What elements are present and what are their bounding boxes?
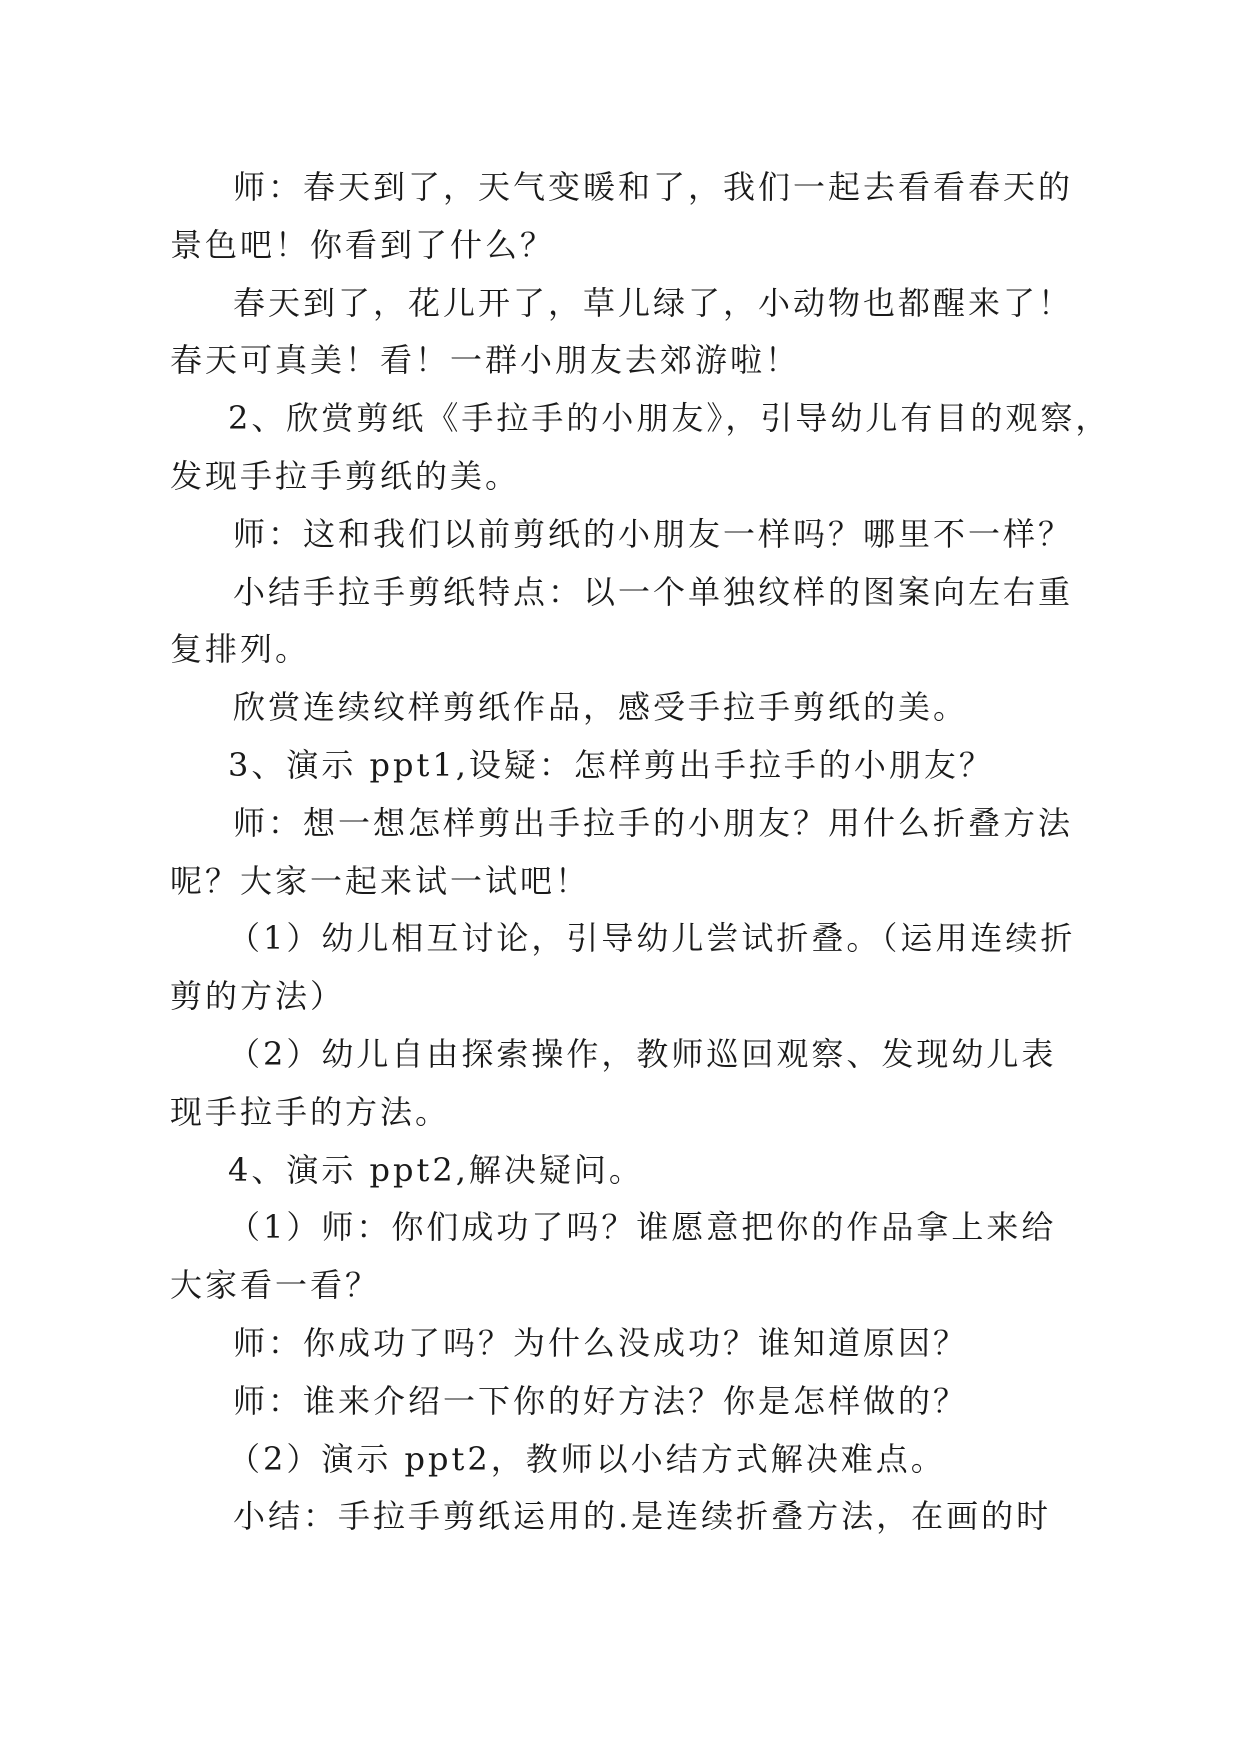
text-line: （2）演示 ppt2，教师以小结方式解决难点。 bbox=[228, 1440, 946, 1478]
text-line: 4、演示 ppt2,解决疑问。 bbox=[228, 1151, 644, 1189]
text-line: 大家看一看？ bbox=[170, 1266, 381, 1304]
text-line: 3、演示 ppt1,设疑：怎样剪出手拉手的小朋友？ bbox=[228, 746, 994, 784]
text-line: 师：春天到了，天气变暖和了，我们一起去看看春天的 bbox=[233, 168, 1074, 206]
text-line: （1）幼儿相互讨论，引导幼儿尝试折叠。（运用连续折 bbox=[228, 919, 1076, 957]
text-line: 春天可真美！看！一群小朋友去郊游啦！ bbox=[170, 341, 801, 379]
text-line: 小结：手拉手剪纸运用的.是连续折叠方法，在画的时 bbox=[233, 1497, 1052, 1535]
text-line: （1）师：你们成功了吗？谁愿意把你的作品拿上来给 bbox=[228, 1208, 1057, 1246]
text-line: （2）幼儿自由探索操作，教师巡回观察、发现幼儿表 bbox=[228, 1035, 1057, 1073]
text-line: 师：你成功了吗？为什么没成功？谁知道原因？ bbox=[233, 1324, 969, 1362]
text-line: 欣赏连续纹样剪纸作品，感受手拉手剪纸的美。 bbox=[233, 688, 969, 726]
text-line: 师：这和我们以前剪纸的小朋友一样吗？哪里不一样？ bbox=[233, 515, 1074, 553]
text-line: 师：想一想怎样剪出手拉手的小朋友？用什么折叠方法 bbox=[233, 804, 1074, 842]
text-line: 师：谁来介绍一下你的好方法？你是怎样做的？ bbox=[233, 1382, 969, 1420]
text-line: 景色吧！你看到了什么？ bbox=[170, 226, 556, 264]
text-line: 现手拉手的方法。 bbox=[170, 1093, 451, 1131]
text-line: 春天到了，花儿开了，草儿绿了，小动物也都醒来了！ bbox=[233, 284, 1074, 322]
text-line: 复排列。 bbox=[170, 630, 311, 668]
text-line: 2、欣赏剪纸《手拉手的小朋友》，引导幼儿有目的观察， bbox=[228, 399, 1111, 437]
text-line: 发现手拉手剪纸的美。 bbox=[170, 457, 521, 495]
text-line: 剪的方法） bbox=[170, 977, 346, 1015]
text-line: 呢？大家一起来试一试吧！ bbox=[170, 862, 591, 900]
text-line: 小结手拉手剪纸特点：以一个单独纹样的图案向左右重 bbox=[233, 573, 1074, 611]
